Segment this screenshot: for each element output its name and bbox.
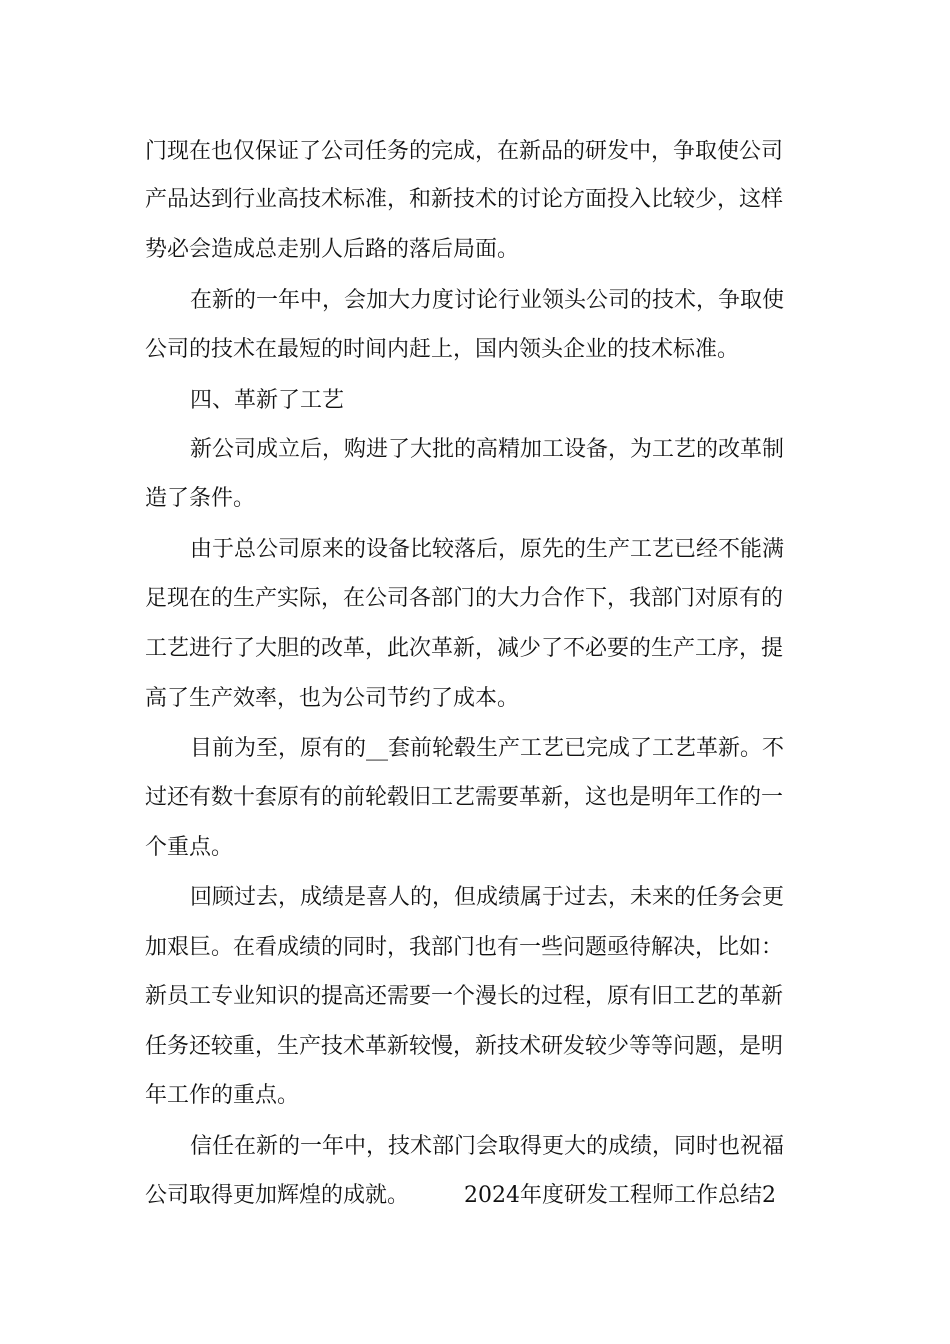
paragraph-first-line: 在新的一年中，会加大力度讨论行业领头公司的技术，争取使 [190,288,785,313]
text-line: 公司的技术在最短的时间内赶上，国内领头企业的技术标准。 [145,337,740,362]
paragraph-first-line: 由于总公司原来的设备比较落后，原先的生产工艺已经不能满 [190,537,785,562]
paragraph-first-line: 信任在新的一年中，技术部门会取得更大的成绩，同时也祝福 [190,1134,785,1159]
text-line: 势必会造成总走别人后路的落后局面。 [145,237,520,262]
paragraph-first-line: 回顾过去，成绩是喜人的，但成绩属于过去，未来的任务会更 [190,885,785,910]
text-line: 个重点。 [145,835,234,860]
text-line: 年工作的重点。 [145,1083,300,1108]
text-line: 过还有数十套原有的前轮毂旧工艺需要革新，这也是明年工作的一 [145,785,784,810]
text-line: 产品达到行业高技术标准，和新技术的讨论方面投入比较少，这样 [145,187,784,212]
text-line: 高了生产效率，也为公司节约了成本。 [145,686,520,711]
paragraph-first-line: 目前为至，原有的__套前轮毂生产工艺已完成了工艺革新。不 [190,736,785,761]
paragraph-first-line: 新公司成立后，购进了大批的高精加工设备，为工艺的改革制 [190,437,785,462]
text-line-with-next-title: 公司取得更加辉煌的成就。 2024年度研发工程师工作总结2 [145,1183,776,1208]
section-heading: 四、革新了工艺 [190,388,345,413]
text-line: 足现在的生产实际，在公司各部门的大力合作下，我部门对原有的 [145,586,784,611]
text-line: 造了条件。 [145,486,256,511]
text-line: 工艺进行了大胆的改革，此次革新，减少了不必要的生产工序，提 [145,636,784,661]
text-line: 任务还较重，生产技术革新较慢，新技术研发较少等等问题，是明 [145,1034,784,1059]
text-line: 门现在也仅保证了公司任务的完成，在新品的研发中，争取使公司 [145,139,784,164]
text-line: 新员工专业知识的提高还需要一个漫长的过程，原有旧工艺的革新 [145,984,784,1009]
text-line: 加艰巨。在看成绩的同时，我部门也有一些问题亟待解决，比如： [145,935,784,960]
